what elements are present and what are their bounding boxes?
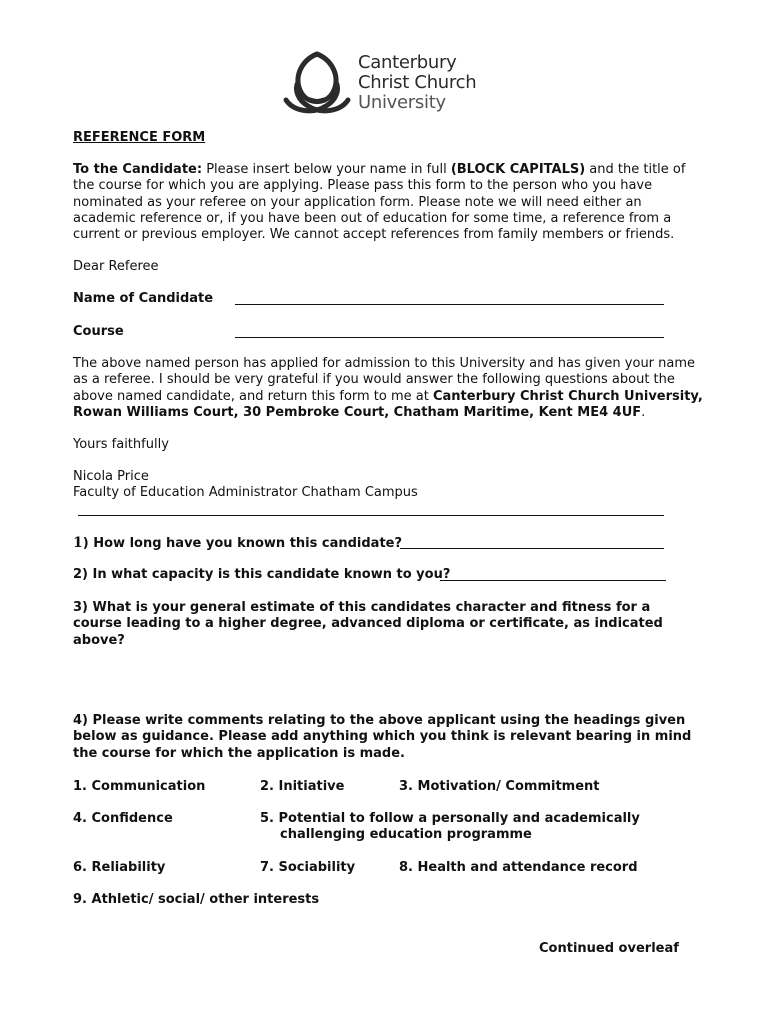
trinity-knot-icon <box>280 50 354 116</box>
logo-line-3: University <box>358 92 446 113</box>
question-1-text: ) How long have you known this candidate? <box>82 536 403 551</box>
university-logo <box>280 50 510 120</box>
logo-line-1: Canterbury <box>358 52 457 73</box>
logo-wordmark <box>358 53 476 113</box>
intro-text-2: and the title of the course for which you are applying. Please pass this form to the person who you have nominated as your referee on your application form. Please note we will need either an academic reference or, if you have been out of education for some time, a reference from a current or previous employer. We cannot accept references from family members or friends. <box>73 162 686 243</box>
heading-potential: 5. Potential to follow a personally and academically <box>260 811 640 826</box>
heading-interests: 9. Athletic/ social/ other interests <box>73 892 320 907</box>
body-paragraph <box>73 356 703 421</box>
heading-reliability: 6. Reliability <box>73 860 166 875</box>
question-3: 3) What is your general estimate of this candidates character and fitness for a course leading to a higher degree, advanced diploma or certificate, as indicated above? <box>73 600 663 648</box>
heading-health: 8. Health and attendance record <box>399 860 638 875</box>
intro-caps: (BLOCK CAPITALS) <box>450 162 586 177</box>
intro-text-1: Please insert below your name in full <box>206 162 451 177</box>
logo-line-2: Christ Church <box>358 72 477 93</box>
divider-line <box>78 515 664 516</box>
question-2: 2) In what capacity is this candidate known to you? <box>73 567 451 582</box>
question-2-answer-line[interactable] <box>440 580 666 581</box>
signatory-name: Nicola Price <box>73 469 149 484</box>
heading-initiative: 2. Initiative <box>260 779 345 794</box>
question-1-number: 1 <box>73 535 83 551</box>
name-input-line[interactable] <box>235 304 664 305</box>
closing: Yours faithfully <box>73 437 169 452</box>
question-1-answer-line[interactable] <box>400 548 664 549</box>
signatory-title: Faculty of Education Administrator Chatham Campus <box>73 485 418 501</box>
name-label: Name of Candidate <box>73 291 214 306</box>
heading-potential-cont: challenging education programme <box>280 827 532 842</box>
continued-overleaf: Continued overleaf <box>539 941 679 956</box>
question-1 <box>73 535 402 551</box>
course-input-line[interactable] <box>235 337 664 338</box>
signatory <box>73 469 418 502</box>
question-4: 4) Please write comments relating to the above applicant using the headings given below as guidance. Please add anything which you think is relevant bearing in mind the course for which the application is made. <box>73 713 692 761</box>
body-end: . <box>641 404 646 420</box>
course-label: Course <box>73 324 124 339</box>
heading-sociability: 7. Sociability <box>260 860 356 875</box>
salutation: Dear Referee <box>73 259 159 274</box>
return-address: Canterbury Christ Church University, Rowan Williams Court, 30 Pembroke Court, Chatham Maritime, Kent ME4 4UF <box>73 388 703 420</box>
heading-communication: 1. Communication <box>73 779 206 794</box>
form-title: REFERENCE FORM <box>73 130 206 145</box>
intro-lead: To the Candidate: <box>73 162 203 177</box>
intro-paragraph <box>73 162 703 243</box>
body-text: The above named person has applied for admission to this University and has given your name as a referee. I should be very grateful if you would answer the following questions about the above named candidate, and return this form to me at <box>73 356 696 404</box>
heading-motivation: 3. Motivation/ Commitment <box>399 779 600 794</box>
heading-confidence: 4. Confidence <box>73 811 173 826</box>
